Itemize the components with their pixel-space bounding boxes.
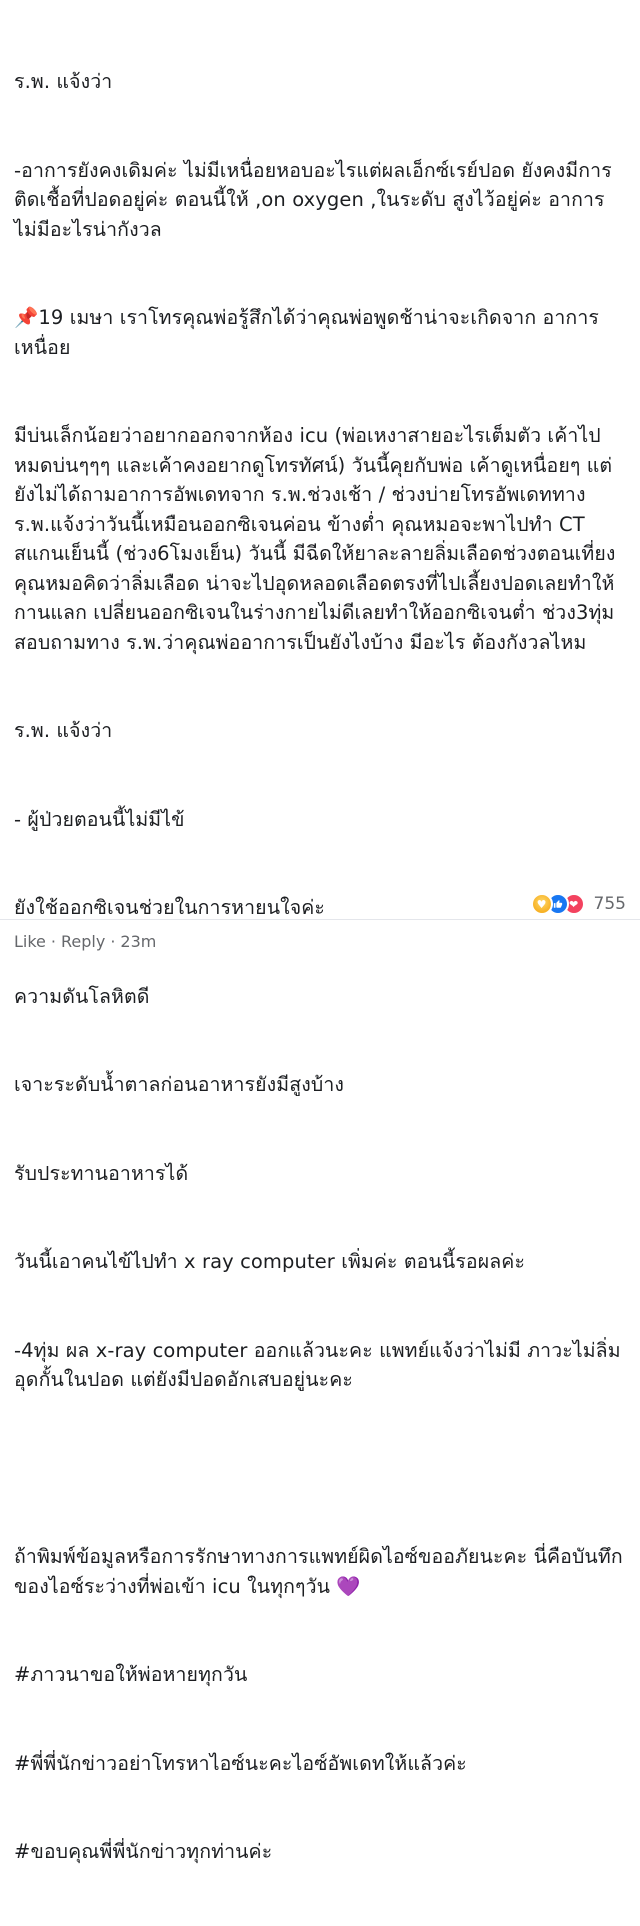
care-face-glyph: ♥ [536,897,547,911]
comment-action-bar [0,919,640,965]
comment-timestamp[interactable]: 23m [120,932,157,951]
comment-line: ร.พ. แจ้งว่า [14,719,113,742]
care-reaction-icon[interactable] [531,893,553,915]
paragraph-spacer [14,1454,626,1484]
comment-line: เจาะระดับน้ำตาลก่อนอาหารยังมีสูงบ้าง [14,1073,345,1096]
comment-line: วันนี้เอาคนไข้ไปทำ x ray computer เพิ่มค่ะ ตอนนี้รอผลค่ะ [14,1250,526,1273]
comment-hashtag-line: #ภาวนาขอให้พ่อหายทุกวัน [14,1663,248,1686]
reaction-count[interactable]: 755 [593,894,626,914]
reaction-icon-stack[interactable] [531,893,585,915]
comment-hashtag-line: #ขอบคุณพี่พี่นักข่าวทุกท่านค่ะ [14,1840,273,1863]
comment-line: ถ้าพิมพ์ข้อมูลหรือการรักษาทางการแพทย์ผิดไอซ์ขออภัยนะคะ นี่คือบันทึกของไอซ์ระว่างที่พ่อเข้า icu ในทุกๆวัน 💜 [14,1545,623,1598]
comment-line: ยังใช้ออกซิเจนช่วยในการหายนใจค่ะ [14,896,326,919]
comment-line: -4ทุ่ม ผล x-ray computer ออกแล้วนะคะ แพทย์แจ้งว่าไม่มี ภาวะไม่ลิ่มอุดกั้นในปอด แต่ยังมีปอดอักเสบอยู่นะคะ [14,1338,621,1391]
like-button[interactable]: Like [14,932,46,951]
comment-line: รับประทานอาหารได้ [14,1161,189,1185]
reply-button[interactable]: Reply [61,932,106,951]
action-separator: · [50,932,56,951]
reaction-summary[interactable] [531,893,626,915]
comment-line: - ผู้ป่วยตอนนี้ไม่มีไข้ [14,807,185,831]
comment-text-body [14,8,626,1926]
comment-line: มีบ่นเล็กน้อยว่าอยากออกจากห้อง icu (พ่อเหงาสายอะไรเต็มตัว เค้าไปหมดบ่นๆๆๆ และเค้าคงอยากดูโทรทัศน์) วันนี้คุยกับพ่อ เค้าดูเหนื่อยๆ แต่ยังไม่ได้ถามอาการอัพเดทจาก ร.พ.ช่วงเช้า / ช่วงบ่ายโทรอัพเดททาง ร.พ.แจ้งว่าวันนี้เหมือนออกซิเจนค่อน ข้างต่ำ คุณหมอจะพาไปทำ CT สแกนเย็นนี้ (ช่วง6โมงเย็น) วันนี้ มีฉีดให้ยาละลายลิ่มเลือดช่วงตอนเที่ยง คุณหมอคิดว่าลิ่มเลือด น่าจะไปอุดหลอดเลือดตรงที่ไปเลี้ยงปอดเลยทำให้กานแลก เปลี่ยนออกซิเจนในร่างกายไม่ดีเลยทำให้ออกซิเจนต่ำ ช่วง3ทุ่มสอบถามทาง ร.พ.ว่าคุณพ่ออาการเป็นยังไงบ้าง มีอะไร ต้องกังวลไหม [14,424,622,654]
heart-glyph: ❤ [568,897,579,911]
comment-line: -อาการยังคงเดิมค่ะ ไม่มีเหนื่อยหอบอะไรแต่ผลเอ็กซ์เรย์ปอด ยังคงมีการติดเชื้อที่ปอดอยู่ค่ะ ตอนนี้ให้ ,on oxygen ,ในระดับ สูงไว้อยู่ค่ะ อาการไม่มีอะไรน่ากังวล [14,158,612,241]
comment-line: 📌19 เมษา เราโทรคุณพ่อรู้สึกได้ว่าคุณพ่อพูดช้าน่าจะเกิดจาก อาการเหนื่อย [14,306,599,359]
comment-line: ร.พ. แจ้งว่า [14,70,113,93]
comment-hashtag-line: #พี่พี่นักข่าวอย่าโทรหาไอซ์นะคะไอซ์อัพเดทให้แล้วค่ะ [14,1751,467,1775]
action-separator: · [110,932,116,951]
comment-line: ความดันโลหิตดี [14,984,150,1008]
